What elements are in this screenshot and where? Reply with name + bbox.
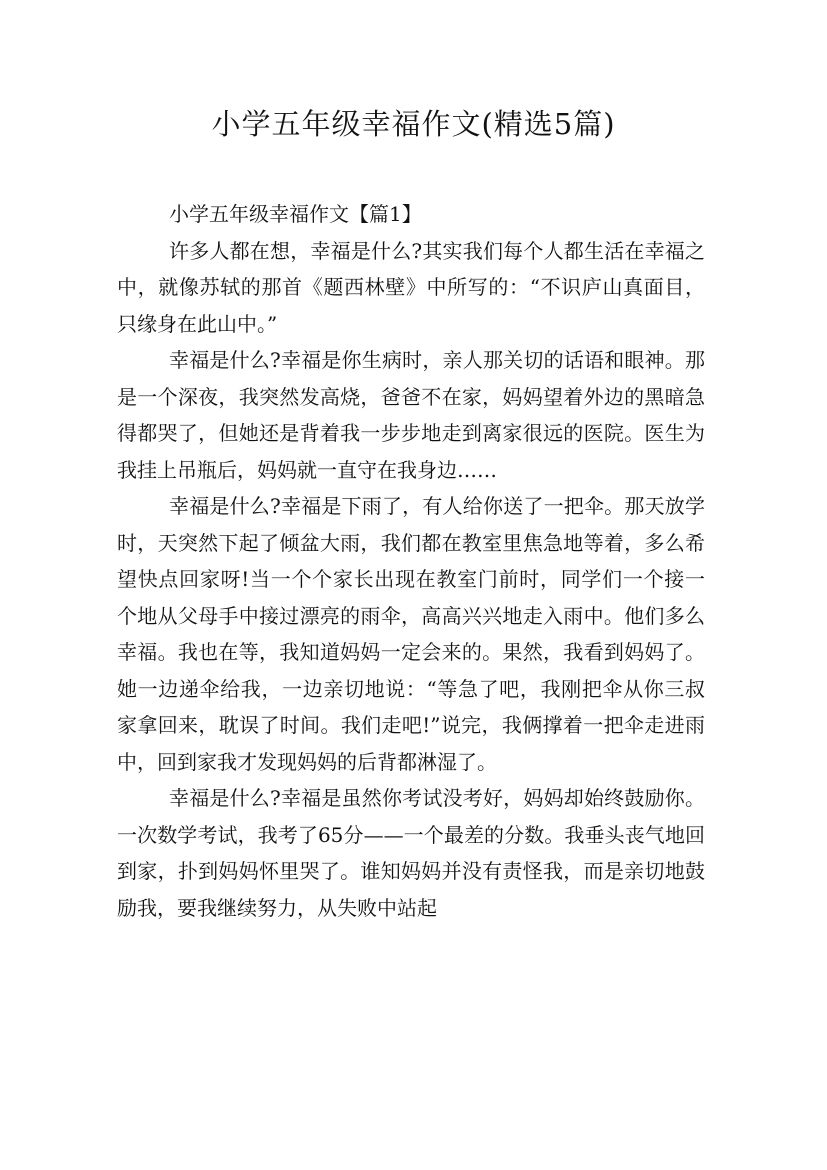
document-title: 小学五年级幸福作文(精选5篇)	[211, 107, 616, 141]
article-body	[117, 196, 705, 926]
paragraph-3: 幸福是什么?幸福是下雨了，有人给你送了一把伞。那天放学时，天突然下起了倾盆大雨，我们都在教室里焦急地等着，多么希望快点回家呀!当一个个家长出现在教室门前时，同学们一个接一个地从父母手中接过漂亮的雨伞，高高兴兴地走入雨中。他们多么幸福。我也在等，我知道妈妈一定会来的。果然，我看到妈妈了。她一边递伞给我，一边亲切地说：“等急了吧，我刚把伞从你三叔家拿回来，耽误了时间。我们走吧!”说完，我俩撑着一把伞走进雨中，回到家我才发现妈妈的后背都淋湿了。	[117, 494, 705, 774]
paragraph-1: 许多人都在想，幸福是什么?其实我们每个人都生活在幸福之中，就像苏轼的那首《题西林壁》中所写的：“不识庐山真面目，只缘身在此山中。”	[117, 238, 705, 336]
paragraph-4: 幸福是什么?幸福是虽然你考试没考好，妈妈却始终鼓励你。一次数学考试，我考了65分——一个最差的分数。我垂头丧气地回到家，扑到妈妈怀里哭了。谁知妈妈并没有责怪我，而是亲切地鼓励我，要我继续努力，从失败中站起	[117, 786, 705, 920]
section-heading: 小学五年级幸福作文【篇1】	[169, 202, 422, 226]
paragraph-2: 幸福是什么?幸福是你生病时，亲人那关切的话语和眼神。那是一个深夜，我突然发高烧，爸爸不在家，妈妈望着外边的黑暗急得都哭了，但她还是背着我一步步地走到离家很远的医院。医生为我挂上吊瓶后，妈妈就一直守在我身边……	[117, 348, 705, 482]
